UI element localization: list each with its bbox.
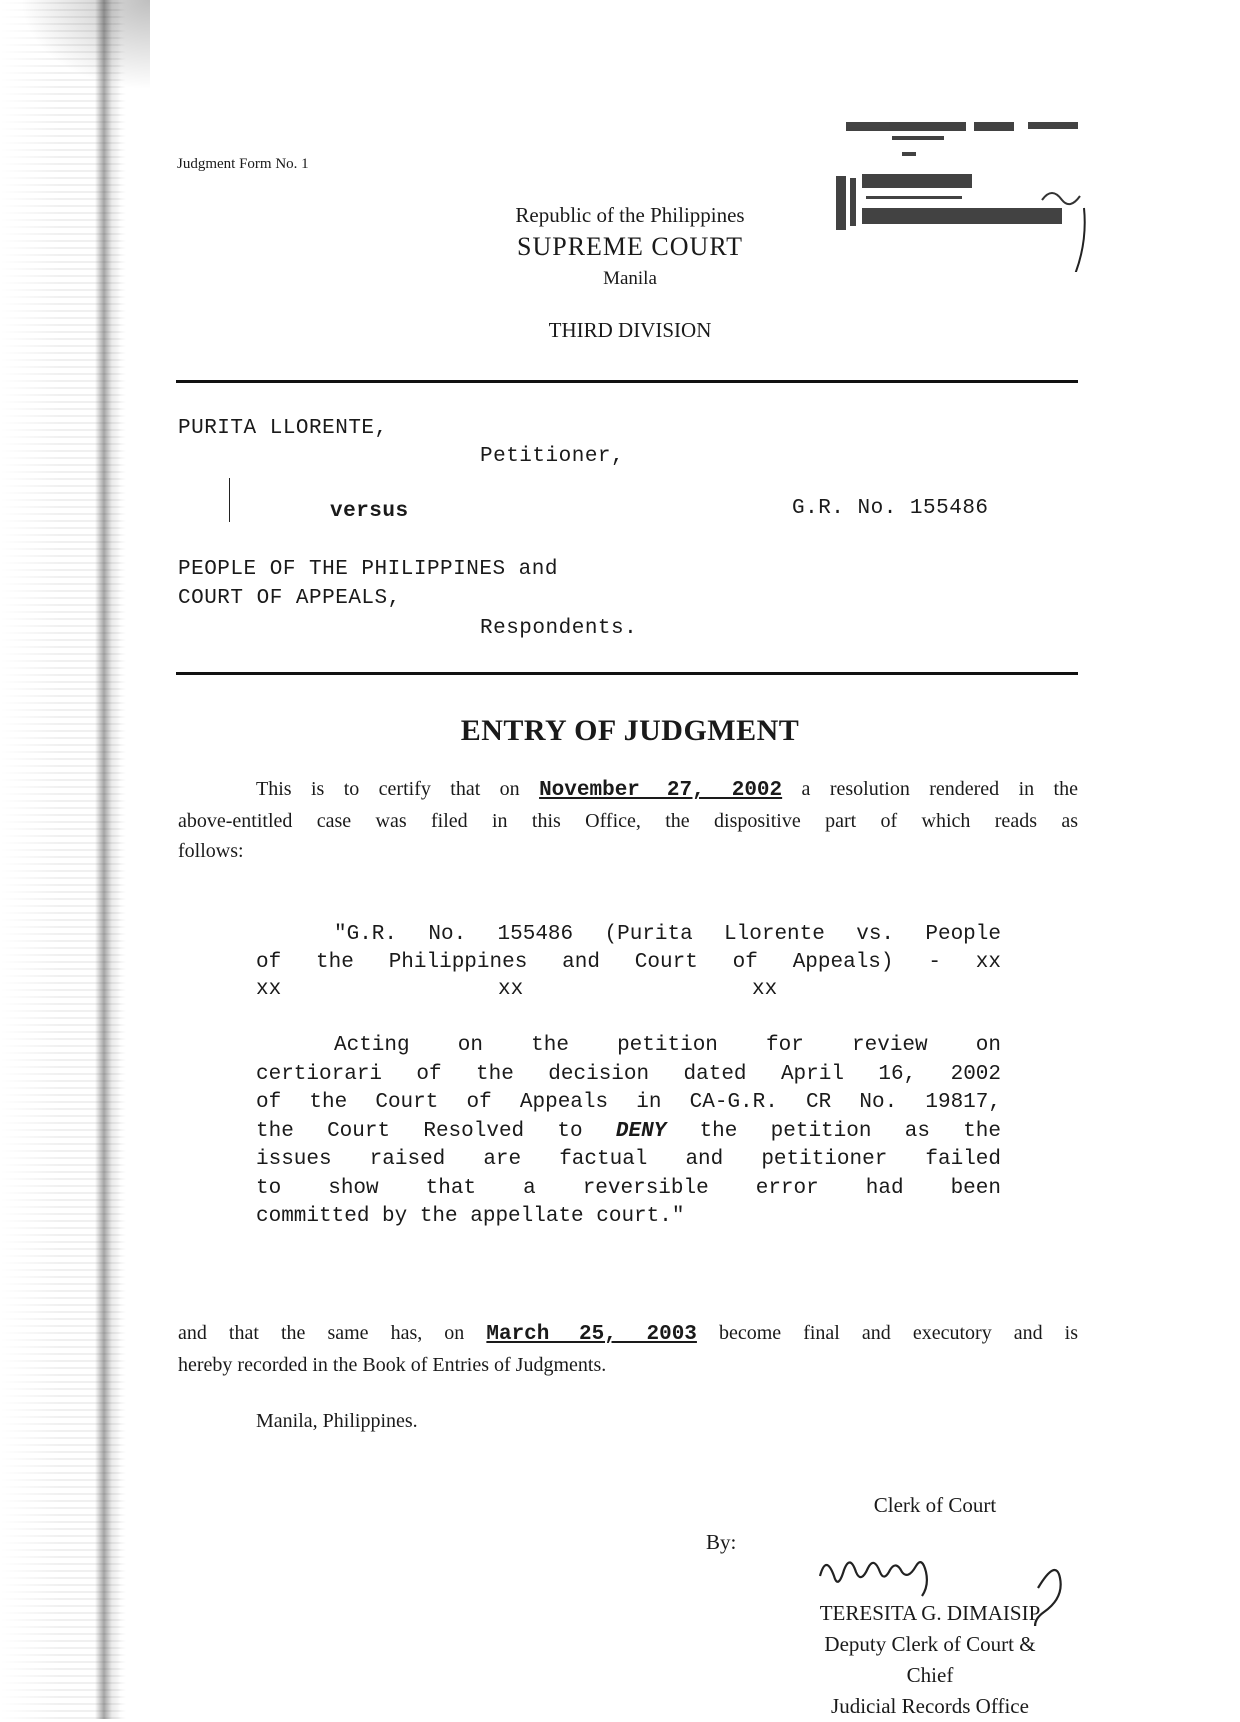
quote-line-2: of the Philippines and Court of Appeals) - xx (256, 951, 1001, 974)
certification-line-2: above-entitled case was filed in this Office, the dispositive part of which reads as (178, 810, 1078, 832)
form-number: Judgment Form No. 1 (177, 156, 309, 172)
scan-corner-artifact (20, 0, 150, 90)
resolution-line-7: committed by the appellate court." (256, 1205, 685, 1228)
scan-edge-artifact (0, 0, 140, 1719)
by-label: By: (706, 1530, 737, 1554)
quoted-caption (256, 921, 1001, 977)
resolution-line-3: of the Court of Appeals in CA-G.R. CR No. 19817, (256, 1091, 1001, 1114)
gr-number: G.R. No. 155486 (792, 497, 989, 520)
finality-paragraph (178, 1318, 1078, 1380)
header-city: Manila (603, 268, 657, 289)
resolution-line-4-pre: the Court Resolved to (256, 1119, 616, 1143)
certification-line-1 (178, 774, 1078, 806)
resolution-line-4 (256, 1118, 1001, 1147)
respondent-line-1: PEOPLE OF THE PHILIPPINES and (178, 558, 558, 581)
finality-suffix: become final and executory and is (696, 1322, 1079, 1344)
quoted-resolution (256, 1032, 1001, 1232)
quote-line-1: "G.R. No. 155486 (Purita Llorente vs. People (334, 923, 1001, 946)
certification-prefix: This is to certify that on (256, 778, 540, 800)
omission-mark-3: xx (752, 978, 778, 1001)
certification-line-3: follows: (178, 840, 244, 862)
resolution-date: November 27, 2002 (539, 779, 783, 802)
signatory-title-1: Deputy Clerk of Court & (824, 1632, 1036, 1656)
petitioner-name: PURITA LLORENTE, (178, 417, 388, 440)
caption-bottom-rule (176, 672, 1078, 675)
certification-suffix: a resolution rendered in the (782, 778, 1078, 800)
signatory-title-3: Judicial Records Office (831, 1694, 1029, 1718)
received-stamp (832, 112, 1112, 272)
signatory-title-2: Chief (906, 1663, 954, 1687)
resolution-line-4-post: the petition as the (666, 1119, 1001, 1143)
versus-label: versus (330, 500, 409, 523)
resolution-line-1: Acting on the petition for review on (334, 1034, 1001, 1057)
finality-line-2: hereby recorded in the Book of Entries of Judgments. (178, 1354, 607, 1376)
petitioner-role: Petitioner, (480, 445, 625, 468)
place-of-issue: Manila, Philippines. (256, 1410, 418, 1432)
certification-paragraph (178, 774, 1078, 866)
deny-word: DENY (615, 1119, 667, 1143)
resolution-line-5: issues raised are factual and petitioner failed (256, 1148, 1001, 1171)
header-court: SUPREME COURT (517, 232, 743, 261)
omission-mark-1: xx (256, 978, 282, 1001)
finality-prefix: and that the same has, on (178, 1322, 487, 1344)
signatory-name: TERESITA G. DIMAISIP (819, 1601, 1041, 1625)
caption-top-rule (176, 380, 1078, 383)
clerk-label: Clerk of Court (873, 1493, 997, 1517)
document-title: ENTRY OF JUDGMENT (460, 714, 800, 747)
finality-line-1 (178, 1318, 1078, 1350)
resolution-line-6: to show that a reversible error had been (256, 1176, 1001, 1200)
omission-mark-2: xx (498, 978, 524, 1001)
header-republic: Republic of the Philippines (515, 203, 745, 227)
respondent-role: Respondents. (480, 617, 638, 640)
respondent-line-2: COURT OF APPEALS, (178, 587, 401, 610)
header-division: THIRD DIVISION (548, 318, 712, 342)
finality-date: March 25, 2003 (486, 1323, 697, 1346)
resolution-line-2: certiorari of the decision dated April 16, 2002 (256, 1062, 1001, 1086)
caption-divider-mark (229, 478, 230, 522)
